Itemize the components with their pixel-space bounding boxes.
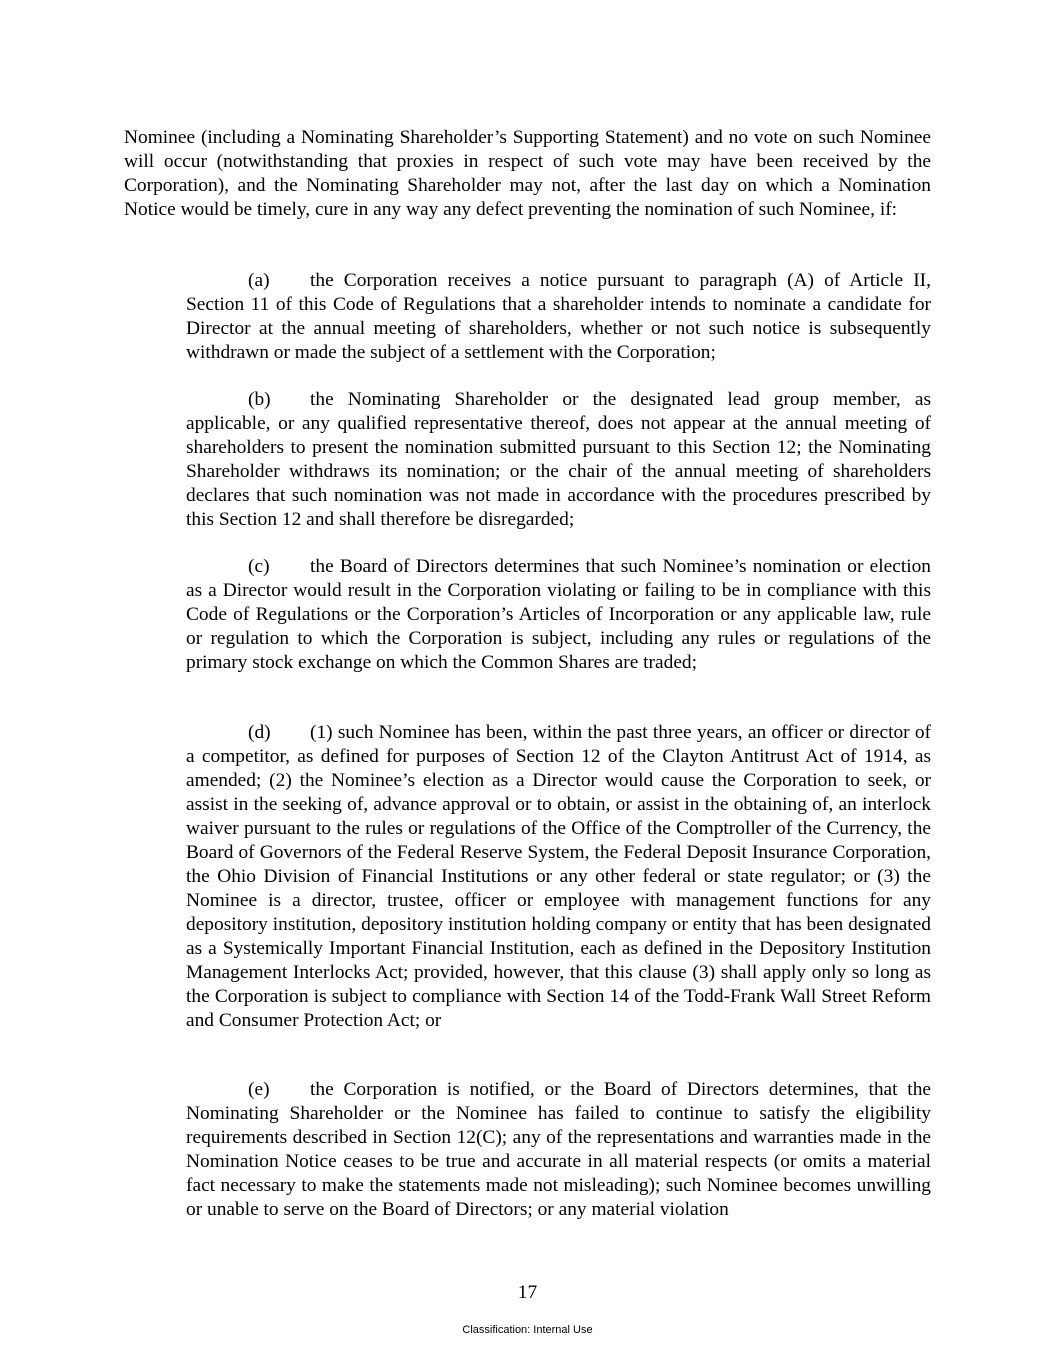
clause-e-label: (e)	[248, 1079, 270, 1100]
clause-a-text: the Corporation receives a notice pursuant to paragraph (A) of Article II, Section 11 of this Code of Regulations that a shareholder intends to nominate a candidate for Director at the annual meeting of shareholders, whether or not such notice is subsequently withdrawn or made the subject of a settlement with the Corporation;	[186, 270, 931, 363]
clause-e-paragraph	[186, 1078, 931, 1222]
page-number: 17	[517, 1282, 538, 1303]
clause-d-label: (d)	[248, 722, 271, 743]
clause-e-text: the Corporation is notified, or the Board of Directors determines, that the Nominating Shareholder or the Nominee has failed to continue to satisfy the eligibility requirements described in Section 12(C); any of the representations and warranties made in the Nomination Notice ceases to be true and accurate in all material respects (or omits a material fact necessary to make the statements made not misleading); such Nominee becomes unwilling or unable to serve on the Board of Directors; or any material violation	[186, 1079, 931, 1220]
clause-b-label: (b)	[248, 389, 271, 410]
clause-a-label: (a)	[248, 270, 270, 291]
clause-c-label: (c)	[248, 556, 270, 577]
intro-paragraph: Nominee (including a Nominating Shareholder’s Supporting Statement) and no vote on such Nominee will occur (notwithstanding that proxies in respect of such vote may have been received by the Corporation), and the Nominating Shareholder may not, after the last day on which a Nomination Notice would be timely, cure in any way any defect preventing the nomination of such Nominee, if:	[124, 127, 931, 220]
clause-b-paragraph	[186, 388, 931, 532]
clause-c-paragraph	[186, 555, 931, 675]
clause-b-text: the Nominating Shareholder or the designated lead group member, as applicable, or any qualified representative thereof, does not appear at the annual meeting of shareholders to present the nomination submitted pursuant to this Section 12; the Nominating Shareholder withdraws its nomination; or the chair of the annual meeting of shareholders declares that such nomination was not made in accordance with the procedures prescribed by this Section 12 and shall therefore be disregarded;	[186, 389, 931, 530]
clause-d-text: (1) such Nominee has been, within the past three years, an officer or director of a competitor, as defined for purposes of Section 12 of the Clayton Antitrust Act of 1914, as amended; (2) the Nominee’s election as a Director would cause the Corporation to seek, or assist in the seeking of, advance approval or to obtain, or assist in the obtaining of, an interlock waiver pursuant to the rules or regulations of the Office of the Comptroller of the Currency, the Board of Governors of the Federal Reserve System, the Federal Deposit Insurance Corporation, the Ohio Division of Financial Institutions or any other federal or state regulator; or (3) the Nominee is a director, trustee, officer or employee with management functions for any depository institution, depository institution holding company or entity that has been designated as a Systemically Important Financial Institution, each as defined in the Depository Institution Management Interlocks Act; provided, however, that this clause (3) shall apply only so long as the Corporation is subject to compliance with Section 14 of the Todd-Frank Wall Street Reform and Consumer Protection Act; or	[186, 722, 931, 1031]
clause-a-paragraph	[186, 269, 931, 365]
clause-d-paragraph	[186, 721, 931, 1033]
clause-c-text: the Board of Directors determines that such Nominee’s nomination or election as a Director would result in the Corporation violating or failing to be in compliance with this Code of Regulations or the Corporation’s Articles of Incorporation or any applicable law, rule or regulation to which the Corporation is subject, including any rules or regulations of the primary stock exchange on which the Common Shares are traded;	[186, 556, 931, 673]
classification-footer: Classification: Internal Use	[462, 1324, 593, 1336]
